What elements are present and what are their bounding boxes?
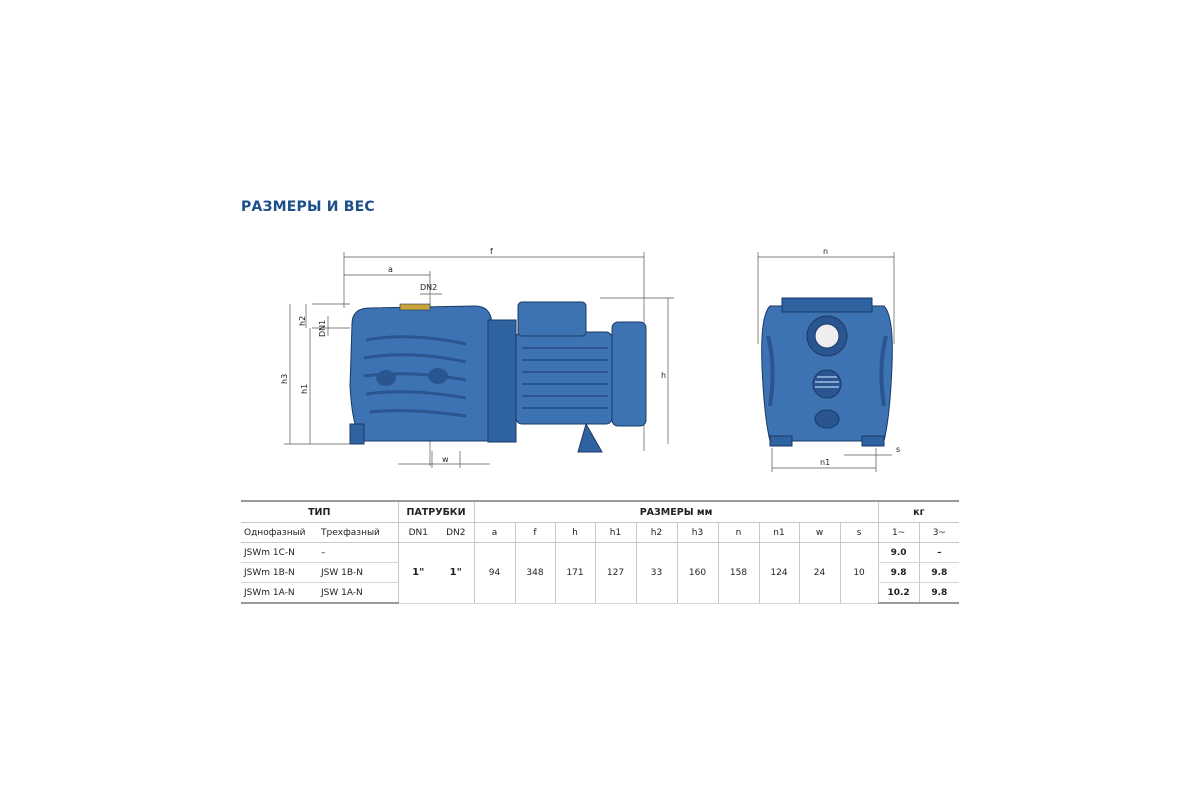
weight-1ph: 9.0 <box>878 543 919 563</box>
table-subheader-row <box>241 523 959 543</box>
page-title: РАЗМЕРЫ И ВЕС <box>241 199 375 215</box>
dim-label-h2: h2 <box>298 315 307 326</box>
dim-n-value: 158 <box>718 543 759 604</box>
dim-w-value: 24 <box>799 543 840 604</box>
col-header-w: w <box>799 523 840 543</box>
port-dn1-value: 1" <box>398 543 438 604</box>
dim-h2-value: 33 <box>636 543 677 604</box>
dim-label-h1: h1 <box>300 383 309 394</box>
dim-h3-value: 160 <box>677 543 718 604</box>
col-header-h1: h1 <box>595 523 636 543</box>
model-single-phase: JSWm 1B-N <box>241 563 318 583</box>
dim-h-value: 171 <box>555 543 595 604</box>
col-header-n1: n1 <box>759 523 799 543</box>
weight-1ph: 10.2 <box>878 583 919 604</box>
dim-n1-value: 124 <box>759 543 799 604</box>
dim-label-n: n <box>823 247 829 256</box>
dim-label-h3: h3 <box>280 373 289 384</box>
col-header-three-phase: Трехфазный <box>318 523 398 543</box>
table-group-header-row <box>241 501 959 523</box>
col-header-weight-1ph: 1~ <box>878 523 919 543</box>
col-header-dn2: DN2 <box>438 523 474 543</box>
col-header-s: s <box>840 523 878 543</box>
spec-table <box>241 500 959 604</box>
dim-f-value: 348 <box>515 543 555 604</box>
port-dn2-value: 1" <box>438 543 474 604</box>
dim-label-n1: n1 <box>820 458 831 467</box>
model-three-phase: JSW 1B-N <box>318 563 398 583</box>
dim-label-h: h <box>661 371 667 380</box>
col-group-dims: РАЗМЕРЫ мм <box>474 501 878 523</box>
dim-label-f: f <box>490 247 493 256</box>
pump-front-view <box>758 247 900 472</box>
col-header-h3: h3 <box>677 523 718 543</box>
weight-1ph: 9.8 <box>878 563 919 583</box>
col-group-weight: кг <box>878 501 959 523</box>
dim-label-dn2: DN2 <box>420 283 438 292</box>
col-group-ports: ПАТРУБКИ <box>398 501 474 523</box>
dim-label-s: s <box>896 445 901 454</box>
model-three-phase: – <box>318 543 398 563</box>
col-header-dn1: DN1 <box>398 523 438 543</box>
col-header-weight-3ph: 3~ <box>919 523 959 543</box>
model-three-phase: JSW 1A-N <box>318 583 398 604</box>
dim-label-w: w <box>442 455 449 464</box>
col-header-single-phase: Однофазный <box>241 523 318 543</box>
dim-s-value: 10 <box>840 543 878 604</box>
model-single-phase: JSWm 1A-N <box>241 583 318 604</box>
table-row <box>241 543 959 563</box>
col-header-h: h <box>555 523 595 543</box>
col-header-f: f <box>515 523 555 543</box>
pump-dimension-drawing <box>270 236 910 476</box>
col-header-h2: h2 <box>636 523 677 543</box>
model-single-phase: JSWm 1C-N <box>241 543 318 563</box>
pump-side-view <box>280 247 674 468</box>
weight-3ph: – <box>919 543 959 563</box>
weight-3ph: 9.8 <box>919 583 959 604</box>
weight-3ph: 9.8 <box>919 563 959 583</box>
col-header-a: a <box>474 523 515 543</box>
dim-a-value: 94 <box>474 543 515 604</box>
dim-h1-value: 127 <box>595 543 636 604</box>
col-group-type: ТИП <box>241 501 398 523</box>
dim-label-a: a <box>388 265 393 274</box>
dim-label-dn1: DN1 <box>318 319 327 337</box>
col-header-n: n <box>718 523 759 543</box>
